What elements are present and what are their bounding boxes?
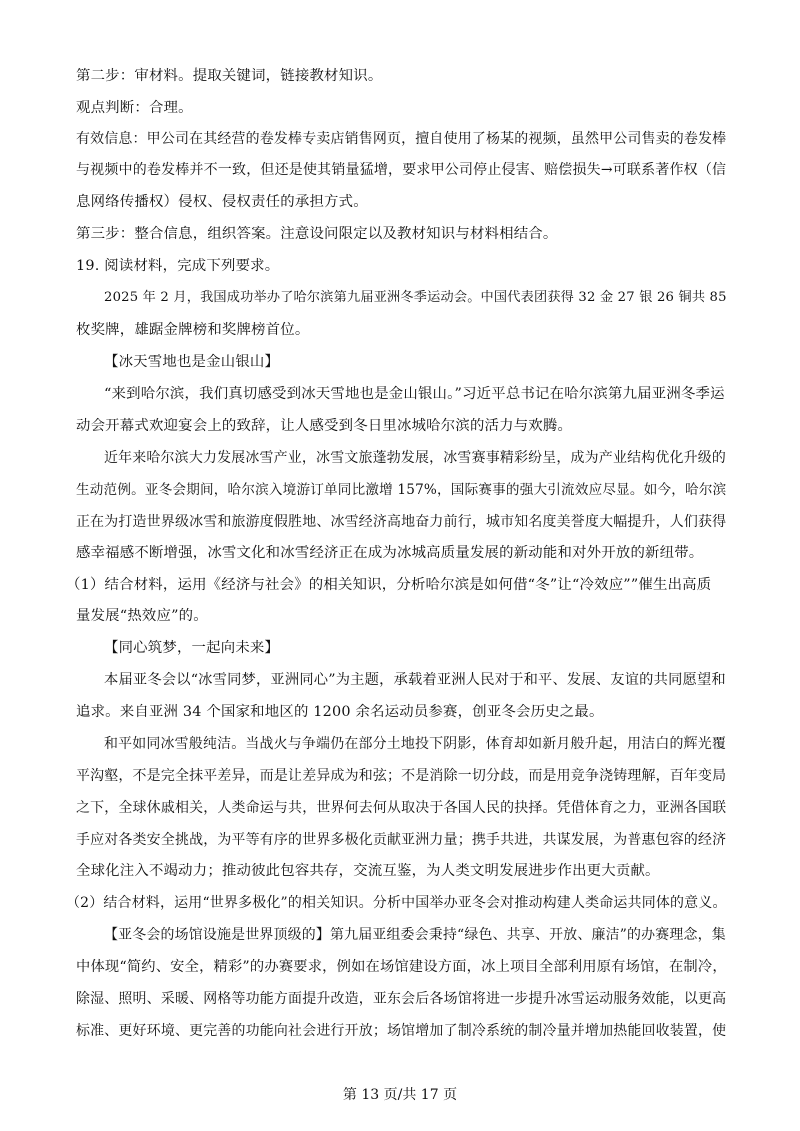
question-heading: 19. 阅读材料，完成下列要求。 xyxy=(76,258,280,274)
text-line: 本届亚冬会以“冰雪同梦，亚洲同心”为主题，承载着亚洲人民对于和平、发展、友谊的共同愿望和 xyxy=(104,672,726,688)
text-line: 全球化注入不竭动力；推动彼此包容共存，交流互鉴，为人类文明发展进步作出更大贡献。 xyxy=(76,863,660,879)
text-line: 中体现“简约、安全，精彩”的办赛要求，例如在场馆建设方面，冰上项目全部利用原有场馆，在制冷， xyxy=(76,959,727,975)
text-line: 枚奖牌，雄踞金牌榜和奖牌榜首位。 xyxy=(76,322,310,338)
text-line: 近年来哈尔滨大力发展冰雪产业，冰雪文旅蓬勃发展，冰雪赛事精彩纷呈，成为产业结构优化升级的 xyxy=(104,450,727,466)
text-line: 平沟壑，不是完全抹平差异，而是让差异成为和弦；不是消除一切分歧，而是用竞争浇铸理解，百年变局 xyxy=(76,768,727,784)
text-line: 息网络传播权）侵权、侵权责任的承担方式。 xyxy=(76,194,368,210)
text-line: 观点判断：合理。 xyxy=(76,100,193,116)
page-footer: 第 13 页/共 17 页 xyxy=(342,1087,458,1103)
text-line: 2025 年 2 月，我国成功举办了哈尔滨第九届亚洲冬季运动会。中国代表团获得 32 金 27 银 26 铜共 85 xyxy=(104,290,727,305)
text-line: “来到哈尔滨，我们真切感受到冰天雪地也是金山银山。”习近平总书记在哈尔滨第九届亚洲冬季运 xyxy=(104,386,725,402)
sub-question: （1）结合材料，运用《经济与社会》的相关知识，分析哈尔滨是如何借“冬”让“冷效应””催生出高质 xyxy=(66,577,712,593)
text-line: 生动范例。亚冬会期间，哈尔滨入境游订单同比激增 157%，国际赛事的强大引流效应尽显。如今，哈尔滨 xyxy=(76,482,727,498)
text-line: 手应对各类安全挑战，为平等有序的世界多极化贡献亚洲力量；携手共进，共谋发展，为普惠包容的经济 xyxy=(76,832,727,848)
text-line: 【亚冬会的场馆设施是世界顶级的】第九届亚组委会秉持“绿色、共享、开放、廉洁”的办赛理念，集 xyxy=(104,927,726,943)
text-line: 标准、更好环境、更完善的功能向社会进行开放；场馆增加了制冷系统的制冷量并增加热能回收装置，使 xyxy=(76,1023,727,1039)
section-title: 【同心筑梦，一起向未来】 xyxy=(104,640,280,656)
text-line: 正在为打造世界级冰雪和旅游度假胜地、冰雪经济高地奋力前行，城市知名度美誉度大幅提升，人们获得 xyxy=(76,514,727,530)
text-line: 追求。来自亚洲 34 个国家和地区的 1200 余名运动员参赛，创亚冬会历史之最。 xyxy=(76,704,604,720)
sub-question: （2）结合材料，运用“世界多极化”的相关知识。分析中国举办亚冬会对推动构建人类命运共同体的意义。 xyxy=(66,895,727,911)
text-line: 之下，全球休戚相关，人类命运与共，世界何去何从取决于各国人民的抉择。凭借体育之力，亚洲各国联 xyxy=(76,800,727,816)
text-line: 和平如同冰雪般纯洁。当战火与争端仍在部分土地投下阴影，体育却如新月般升起，用洁白的辉光覆 xyxy=(104,736,727,752)
text-line: 有效信息：甲公司在其经营的卷发棒专卖店销售网页，擅自使用了杨某的视频，虽然甲公司售卖的卷发棒 xyxy=(76,131,727,147)
text-line: 第二步：审材料。提取关键词，链接教材知识。 xyxy=(76,68,383,84)
sub-question: 量发展“热效应”的。 xyxy=(76,608,208,624)
text-line: 第三步：整合信息，组织答案。注意设问限定以及教材知识与材料相结合。 xyxy=(76,226,558,242)
text-line: 感幸福感不断增强，冰雪文化和冰雪经济正在成为冰城高质量发展的新动能和对外开放的新纽带。 xyxy=(76,545,704,561)
text-line: 动会开幕式欢迎宴会上的致辞，让人感受到冬日里冰城哈尔滨的活力与欢腾。 xyxy=(76,418,573,434)
section-title: 【冰天雪地也是金山银山】 xyxy=(104,354,280,370)
text-line: 除湿、照明、采暖、网格等功能方面提升改造，亚东会后各场馆将进一步提升冰雪运动服务效能，以更高 xyxy=(76,991,727,1007)
text-line: 与视频中的卷发棒并不一致，但还是使其销量猛增，要求甲公司停止侵害、赔偿损失→可联系著作权（信 xyxy=(76,162,727,178)
